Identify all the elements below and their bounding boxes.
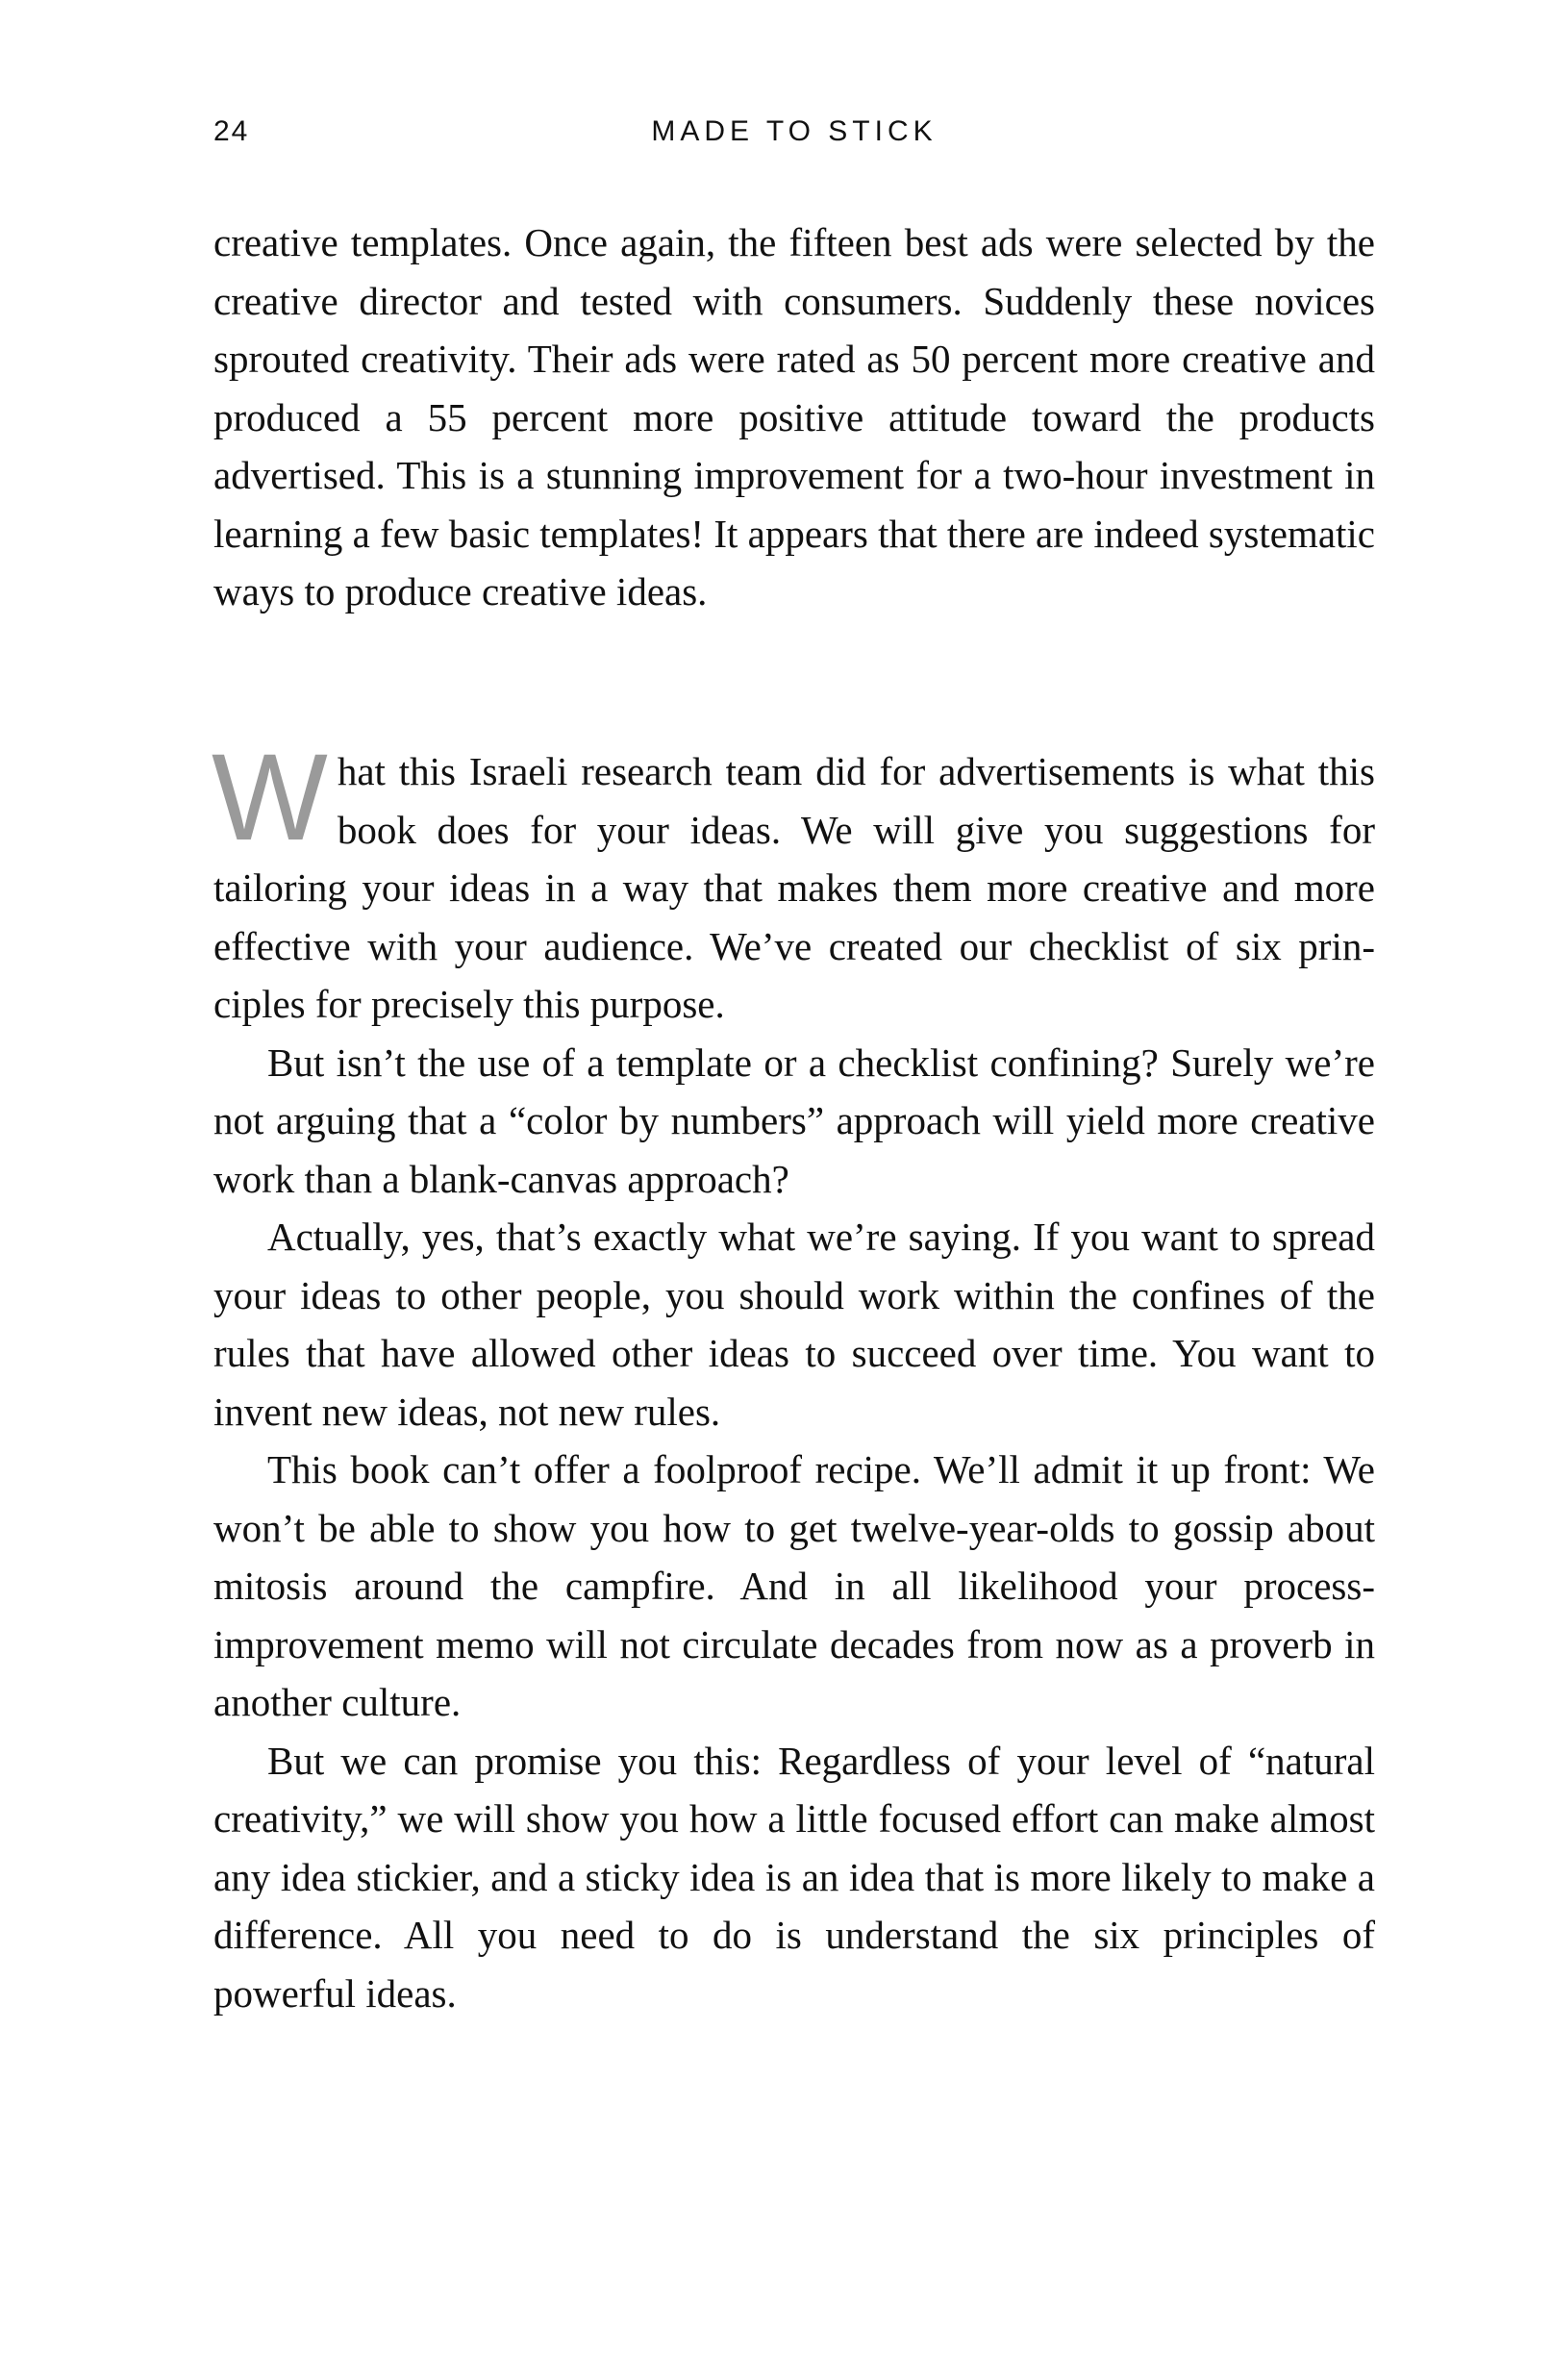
paragraph: But isn’t the use of a template or a checklist confining? Surely we’re not arguing that a “color by numbers” approach will yield more creative work than a blank-canvas approach? [213,1040,1375,1201]
page-number: 24 [213,115,250,147]
paragraph: Actually, yes, that’s exactly what we’re saying. If you want to spread your ideas to other people, you should work within the confines of the rules that have allowed other ideas to succeed over time. You want to invent new ideas, not new rules. [213,1215,1375,1434]
drop-cap: W [212,729,328,866]
section-one [213,213,1375,621]
paragraph: This book can’t offer a foolproof recipe. We’ll admit it up front: We won’t be able to show you how to get twelve-year-olds to gossip about mitosis around the campfire. And in all likelihood your process-improvement memo will not circulate decades from now as a proverb in another culture. [213,1447,1375,1724]
running-head [213,115,1375,163]
opening-paragraph-text: hat this Israeli research team did for advertisements is what this book does for your ideas. We will give you suggestions for tailoring your ideas in a way that makes them more creative and more effective with your audience. We’ve created our checklist of six principles for precisely this purpose. [213,749,1375,1026]
paragraph: creative templates. Once again, the fifteen best ads were selected by the creative director and tested with consumers. Suddenly these novices sprouted creativity. Their ads were rated as 50 percent more creative and produced a 55 percent more positive attitude toward the products advertised. This is a stunning improvement for a two-hour investment in learning a few basic templates! It appears that there are indeed systematic ways to produce creative ideas. [213,220,1375,614]
paragraph: But we can promise you this: Regardless of your level of “natural creativity,” we will show you how a little focused effort can make almost any idea stickier, and a sticky idea is an idea that is more likely to make a difference. All you need to do is understand the six principles of powerful ideas. [213,1738,1375,2016]
section-two [212,729,1375,2022]
book-title: MADE TO STICK [651,115,938,147]
opening-paragraph [212,729,1375,1034]
